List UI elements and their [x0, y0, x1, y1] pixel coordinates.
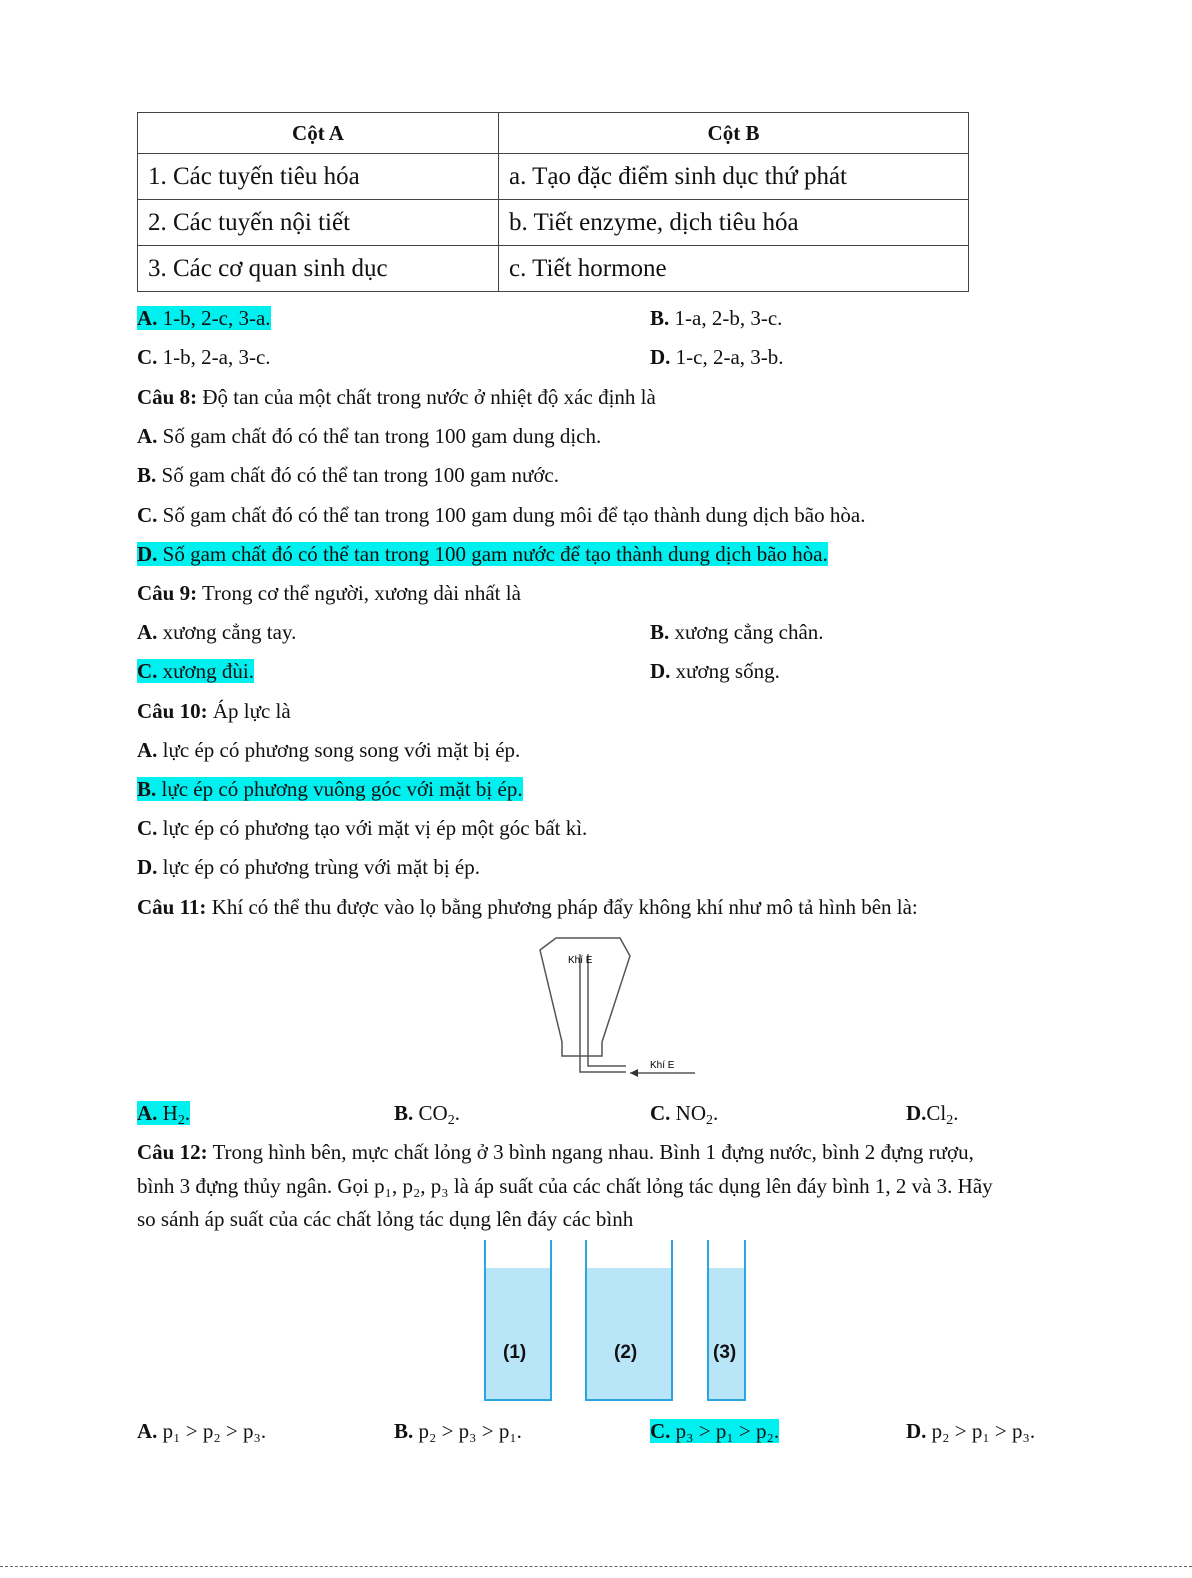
vessels-figure: [478, 1240, 753, 1405]
q10-stem: Câu 10: Áp lực là: [137, 699, 291, 723]
arrow-head-icon: [630, 1069, 638, 1077]
q10-option-a: A. lực ép có phương song song với mặt bị ép.: [137, 738, 521, 762]
q8-option-d: D. Số gam chất đó có thể tan trong 100 gam nước để tạo thành dung dịch bão hòa.: [137, 542, 828, 566]
q12-option-b: B. p₂ > p₃ > p₁.: [394, 1419, 522, 1443]
q8-option-b: B. Số gam chất đó có thể tan trong 100 gam nước.: [137, 463, 559, 487]
table-header-col-b: Cột B: [499, 113, 969, 154]
q10-option-d: D. lực ép có phương trùng với mặt bị ép.: [137, 855, 480, 879]
q7-option-b: B. 1-a, 2-b, 3-c.: [650, 306, 783, 330]
delivery-tube: [580, 954, 626, 1072]
vessel-2-liquid: [586, 1268, 672, 1400]
table-row: [138, 154, 969, 200]
q7-option-d: D. 1-c, 2-a, 3-b.: [650, 345, 784, 369]
q12-option-d: D. p₂ > p₁ > p₃.: [906, 1419, 1036, 1443]
q12-stem-line-1: Câu 12: Trong hình bên, mực chất lỏng ở 3 bình ngang nhau. Bình 1 đựng nước, bình 2 đựng rượu,: [137, 1140, 974, 1164]
vessel-1-label: (1): [503, 1342, 527, 1363]
q11-option-b: B. $CO_2$.: [394, 1101, 460, 1128]
table-cell: 1. Các tuyến tiêu hóa: [138, 154, 499, 200]
q9-option-d: D. xương sống.: [650, 659, 780, 683]
q9-option-c: C. xương đùi.: [137, 659, 254, 683]
q12-stem-line-2: bình 3 đựng thủy ngân. Gọi p₁, p₂, p₃ là áp suất của các chất lỏng tác dụng lên đáy bình 1, 2 và 3. Hãy: [137, 1174, 993, 1198]
q11-stem: Câu 11: Khí có thể thu được vào lọ bằng phương pháp đẩy không khí như mô tả hình bên là:: [137, 895, 918, 919]
q10-option-b: B. lực ép có phương vuông góc với mặt bị ép.: [137, 777, 523, 801]
q12-option-a: A. p₁ > p₂ > p₃.: [137, 1419, 267, 1443]
vessel-1-liquid: [485, 1268, 551, 1400]
q11-option-c: C. $NO_2$.: [650, 1101, 719, 1128]
table-header-col-a: Cột A: [138, 113, 499, 154]
gas-collection-figure: [530, 932, 710, 1084]
q11-option-d: $D.Cl_2$.: [906, 1101, 959, 1128]
figure-label-top: Khí E: [568, 955, 593, 966]
table-cell: b. Tiết enzyme, dịch tiêu hóa: [499, 200, 969, 246]
vessel-3-label: (3): [713, 1342, 737, 1363]
q7-option-a: A. 1-b, 2-c, 3-a.: [137, 306, 271, 330]
q8-stem: Câu 8: Độ tan của một chất trong nước ở nhiệt độ xác định là: [137, 385, 656, 409]
page-bottom-divider: [0, 1566, 1192, 1567]
figure-label-side: Khí E: [650, 1060, 675, 1071]
table-cell: 3. Các cơ quan sinh dục: [138, 246, 499, 292]
table-row: [138, 200, 969, 246]
q10-option-c: C. lực ép có phương tạo với mặt vị ép một góc bất kì.: [137, 816, 588, 840]
q7-option-c: C. 1-b, 2-a, 3-c.: [137, 345, 271, 369]
q8-option-a: A. Số gam chất đó có thể tan trong 100 gam dung dịch.: [137, 424, 602, 448]
q11-option-a: A. $H_2$.: [137, 1101, 191, 1128]
q9-option-a: A. xương cẳng tay.: [137, 620, 297, 644]
q9-stem: Câu 9: Trong cơ thể người, xương dài nhất là: [137, 581, 521, 605]
table-header-row: [138, 113, 969, 154]
q12-stem-line-3: so sánh áp suất của các chất lỏng tác dụng lên đáy các bình: [137, 1207, 634, 1231]
q12-option-c: C. p₃ > p₁ > p₂.: [650, 1419, 780, 1443]
matching-table: [137, 112, 969, 292]
table-cell: c. Tiết hormone: [499, 246, 969, 292]
table-cell: a. Tạo đặc điểm sinh dục thứ phát: [499, 154, 969, 200]
q9-option-b: B. xương cẳng chân.: [650, 620, 824, 644]
table-cell: 2. Các tuyến nội tiết: [138, 200, 499, 246]
table-row: [138, 246, 969, 292]
q8-option-c: C. Số gam chất đó có thể tan trong 100 gam dung môi để tạo thành dung dịch bão hòa.: [137, 503, 866, 527]
vessel-3-liquid: [708, 1268, 745, 1400]
vessel-2-label: (2): [614, 1342, 638, 1363]
